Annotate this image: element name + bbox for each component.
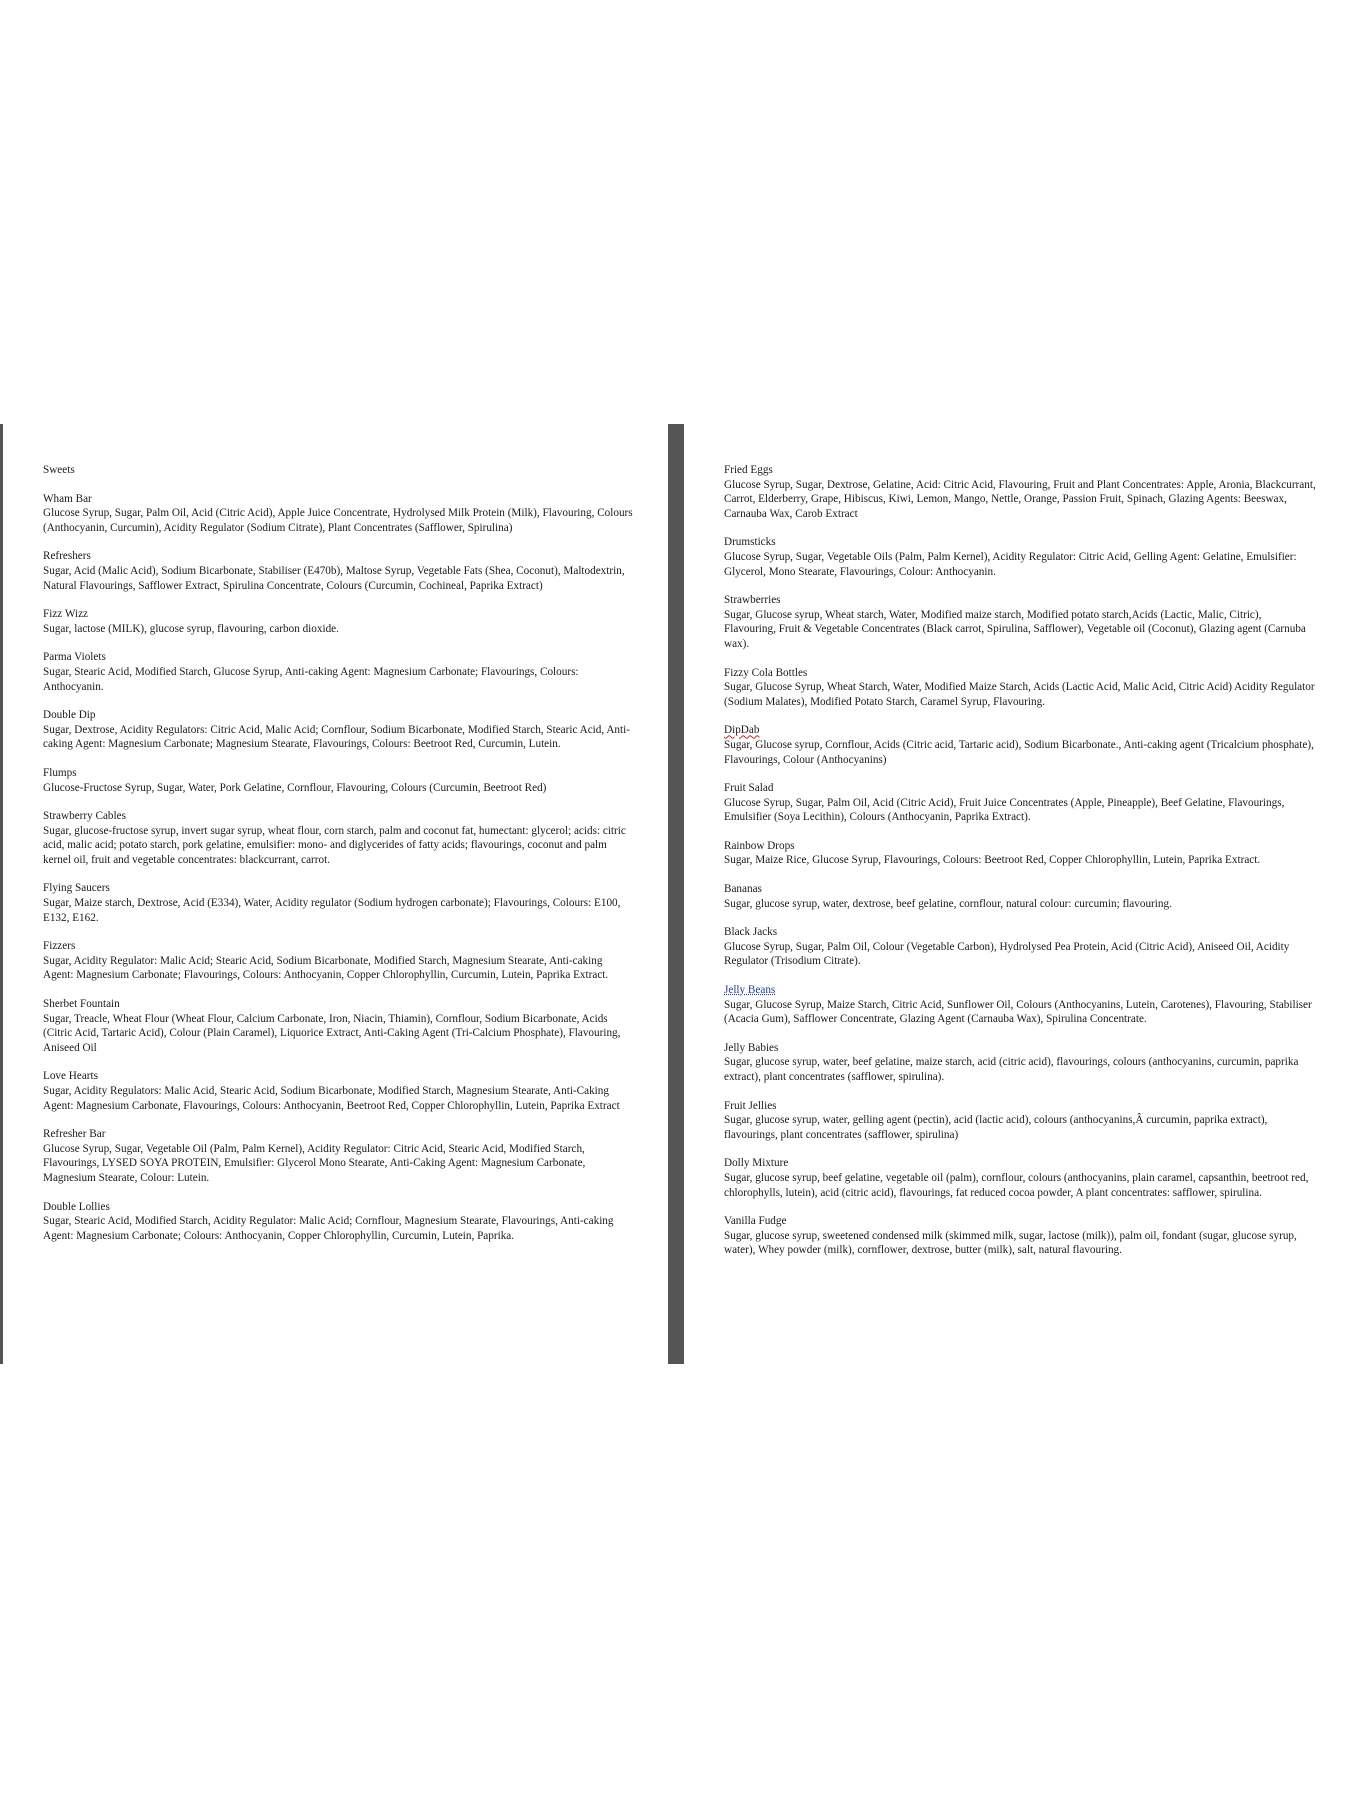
- entry-ingredients: Sugar, Acidity Regulators: Malic Acid, Stearic Acid, Sodium Bicarbonate, Modified Starch, Magnesium Stearate, Anti-Caking Agent: Magnesium Carbonate, Flavourings, Colours: Anthocyanin, Beetroot Red, Copper Chlorophyllin, Lutein, Paprika Extract: [43, 1085, 620, 1112]
- entry-fried-eggs: [724, 463, 1316, 521]
- entry-ingredients: Sugar, glucose syrup, water, dextrose, beef gelatine, cornflour, natural colour: curcumin; flavouring.: [724, 897, 1172, 910]
- entry-flumps: [43, 766, 633, 795]
- entry-ingredients: Sugar, Glucose syrup, Cornflour, Acids (Citric acid, Tartaric acid), Sodium Bicarbonate., Anti-caking agent (Tricalcium phosphate), Flavourings, Colour (Anthocyanins): [724, 738, 1314, 766]
- entry-ingredients: Sugar, Maize Rice, Glucose Syrup, Flavourings, Colours: Beetroot Red, Copper Chlorophyllin, Lutein, Paprika Extract.: [724, 854, 1261, 867]
- entry-name: Refresher Bar: [43, 1128, 106, 1141]
- entry-name: Double Lollies: [43, 1200, 110, 1213]
- entry-ingredients: Glucose Syrup, Sugar, Vegetable Oil (Palm, Palm Kernel), Acidity Regulator: Citric Acid, Stearic Acid, Modified Starch, Flavourings, LYSED SOYA PROTEIN, Emulsifier: Glycerol Mono Stearate, Anti-Caking Agent: Magnesium Carbonate, Magnesium Stearate, Colour: Lutein.: [43, 1142, 586, 1184]
- entry-dipdab: [724, 723, 1316, 767]
- document-heading: Sweets: [43, 464, 75, 476]
- entry-dolly-mixture: [724, 1156, 1316, 1200]
- entry-black-jacks: [724, 925, 1316, 969]
- entry-bananas: [724, 882, 1316, 911]
- entry-name: Drumsticks: [724, 536, 776, 549]
- entry-ingredients: Sugar, Maize starch, Dextrose, Acid (E334), Water, Acidity regulator (Sodium hydrogen carbonate); Flavourings, Colours: E100, E132, E162.: [43, 897, 621, 924]
- right-page: [724, 463, 1316, 1272]
- entry-fruit-jellies: [724, 1099, 1316, 1143]
- entry-refreshers: [43, 549, 633, 593]
- entry-ingredients: Glucose Syrup, Sugar, Palm Oil, Acid (Citric Acid), Apple Juice Concentrate, Hydrolysed Milk Protein (Milk), Flavouring, Colours (Anthocyanin, Curcumin), Acidity Regulator (Sodium Citrate), Plant Concentrates (Safflower, Spirulina): [43, 507, 633, 534]
- entry-fizz-wizz: [43, 607, 633, 636]
- entry-ingredients: Sugar, glucose syrup, water, gelling agent (pectin), acid (lactic acid), colours (anthocyanins,Â curcumin, paprika extract), flavourings, plant concentrates (safflower, spirulina): [724, 1114, 1268, 1141]
- entry-name: Black Jacks: [724, 926, 778, 939]
- entry-wham-bar: [43, 492, 633, 536]
- entry-name: Vanilla Fudge: [724, 1215, 787, 1228]
- entry-name: Jelly Beans: [724, 984, 776, 997]
- entry-rainbow-drops: [724, 839, 1316, 868]
- entry-ingredients: Sugar, Acidity Regulator: Malic Acid; Stearic Acid, Sodium Bicarbonate, Modified Starch, Magnesium Stearate, Anti-caking Agent: Magnesium Carbonate; Flavourings, Colours: Anthocyanin, Copper Chlorophyllin, Curcumin, Lutein, Paprika Extract.: [43, 954, 609, 982]
- entry-name: Dolly Mixture: [724, 1157, 789, 1170]
- entry-ingredients: Glucose Syrup, Sugar, Vegetable Oils (Palm, Palm Kernel), Acidity Regulator: Citric Acid, Gelling Agent: Gelatine, Emulsifier: Glycerol, Mono Stearate, Flavourings, Colour: Anthocyanin.: [724, 550, 1297, 578]
- entry-name: Fizzy Cola Bottles: [724, 666, 808, 679]
- entry-name: Rainbow Drops: [724, 839, 795, 852]
- entry-ingredients: Sugar, lactose (MILK), glucose syrup, flavouring, carbon dioxide.: [43, 622, 339, 635]
- entry-refresher-bar: [43, 1127, 633, 1185]
- entry-ingredients: Sugar, Dextrose, Acidity Regulators: Citric Acid, Malic Acid; Cornflour, Sodium Bicarbonate, Modified Starch, Stearic Acid, Anti-caking Agent: Magnesium Carbonate; Magnesium Stearate, Flavourings, Colours: Beetroot Red, Curcumin, Lutein.: [43, 723, 630, 751]
- entry-name: Fruit Salad: [724, 782, 774, 795]
- entry-double-lollies: [43, 1200, 633, 1244]
- entry-ingredients: Sugar, Stearic Acid, Modified Starch, Acidity Regulator: Malic Acid; Cornflour, Magnesium Stearate, Flavourings, Anti-caking Agent: Magnesium Carbonate; Colours: Anthocyanin, Copper Chlorophyllin, Curcumin, Lutein, Paprika.: [43, 1215, 614, 1242]
- entry-ingredients: Glucose Syrup, Sugar, Dextrose, Gelatine, Acid: Citric Acid, Flavouring, Fruit and Plant Concentrates: Apple, Aronia, Blackcurrant, Carrot, Elderberry, Grape, Hibiscus, Kiwi, Lemon, Mango, Nettle, Orange, Passion Fruit, Spinach, Glazing Agents: Beeswax, Carnauba Wax, Carob Extract: [724, 478, 1316, 520]
- entry-drumsticks: [724, 535, 1316, 579]
- entry-name: Strawberry Cables: [43, 810, 126, 823]
- entry-name: Jelly Babies: [724, 1041, 779, 1054]
- entry-name: Flying Saucers: [43, 882, 110, 895]
- entry-ingredients: Sugar, Treacle, Wheat Flour (Wheat Flour, Calcium Carbonate, Iron, Niacin, Thiamin), Cornflour, Sodium Bicarbonate, Acids (Citric Acid, Tartaric Acid), Colour (Plain Caramel), Liquorice Extract, Anti-Caking Agent (Tri-Calcium Phosphate), Flavouring, Aniseed Oil: [43, 1012, 621, 1054]
- entry-love-hearts: [43, 1069, 633, 1113]
- entry-name: Strawberries: [724, 594, 781, 607]
- entry-ingredients: Sugar, Glucose syrup, Wheat starch, Water, Modified maize starch, Modified potato starch,Acids (Lactic, Malic, Citric), Flavouring, Fruit & Vegetable Concentrates (Black carrot, Spirulina, Safflower), Vegetable oil (Coconut), Glazing agent (Carnuba wax).: [724, 608, 1306, 650]
- entry-ingredients: Glucose-Fructose Syrup, Sugar, Water, Pork Gelatine, Cornflour, Flavouring, Colours (Curcumin, Beetroot Red): [43, 781, 547, 794]
- entry-strawberries: [724, 593, 1316, 651]
- entry-name: Fizzers: [43, 940, 76, 953]
- entry-ingredients: Sugar, glucose-fructose syrup, invert sugar syrup, wheat flour, corn starch, palm and coconut fat, humectant: glycerol; acids: citric acid, malic acid; potato starch, pork gelatine, emulsifier: mono- and diglycerides of fatty acids; flavourings, coconut and palm kernel oil, fruit and vegetable concentrates: blackcurrant, carrot.: [43, 824, 626, 866]
- entry-fizzers: [43, 939, 633, 983]
- entry-ingredients: Sugar, Acid (Malic Acid), Sodium Bicarbonate, Stabiliser (E470b), Maltose Syrup, Vegetable Fats (Shea, Coconut), Maltodextrin, Natural Flavourings, Safflower Extract, Spirulina Concentrate, Colours (Curcumin, Cochineal, Paprika Extract): [43, 564, 625, 592]
- entry-name: Bananas: [724, 883, 762, 896]
- entry-jelly-babies: [724, 1041, 1316, 1085]
- entry-ingredients: Sugar, Glucose Syrup, Maize Starch, Citric Acid, Sunflower Oil, Colours (Anthocyanins, Lutein, Carotenes), Flavouring, Stabiliser (Acacia Gum), Safflower Concentrate, Glazing Agent (Carnauba Wax), Spirulina Concentrate.: [724, 998, 1312, 1026]
- entry-ingredients: Glucose Syrup, Sugar, Palm Oil, Colour (Vegetable Carbon), Hydrolysed Pea Protein, Acid (Citric Acid), Aniseed Oil, Acidity Regulator (Trisodium Citrate).: [724, 940, 1290, 968]
- entry-fizzy-cola-bottles: [724, 666, 1316, 710]
- entry-fruit-salad: [724, 781, 1316, 825]
- entry-sherbet-fountain: [43, 997, 633, 1055]
- entry-vanilla-fudge: [724, 1214, 1316, 1258]
- entry-jelly-beans: [724, 983, 1316, 1027]
- entry-name: Fried Eggs: [724, 464, 773, 476]
- entry-name: DipDab: [724, 724, 760, 737]
- page-gutter: [668, 424, 684, 1364]
- entry-name: Refreshers: [43, 550, 91, 563]
- entry-ingredients: Sugar, Glucose Syrup, Wheat Starch, Water, Modified Maize Starch, Acids (Lactic Acid, Malic Acid, Citric Acid) Acidity Regulator (Sodium Malates), Modified Potato Starch, Caramel Syrup, Flavouring.: [724, 681, 1315, 708]
- entry-ingredients: Sugar, glucose syrup, beef gelatine, vegetable oil (palm), cornflour, colours (anthocyanins, plain caramel, capsanthin, beetroot red, chlorophylls, lutein), acid (citric acid), flavourings, fat reduced cocoa powder, A plant concentrates: safflower, spirulina.: [724, 1171, 1309, 1199]
- entry-ingredients: Sugar, glucose syrup, sweetened condensed milk (skimmed milk, sugar, lactose (milk)), palm oil, fondant (sugar, glucose syrup, water), Whey powder (milk), cornflower, dextrose, butter (milk), salt, natural flavouring.: [724, 1229, 1297, 1257]
- entry-name: Flumps: [43, 766, 77, 779]
- entry-parma-violets: [43, 650, 633, 694]
- entry-name: Parma Violets: [43, 651, 106, 664]
- entry-name: Fruit Jellies: [724, 1099, 777, 1112]
- page-left-border: [0, 424, 3, 1364]
- entry-name: Sherbet Fountain: [43, 998, 120, 1011]
- entry-name: Love Hearts: [43, 1070, 98, 1083]
- entry-double-dip: [43, 708, 633, 752]
- entry-name: Wham Bar: [43, 492, 92, 505]
- entry-ingredients: Sugar, Stearic Acid, Modified Starch, Glucose Syrup, Anti-caking Agent: Magnesium Carbonate; Flavourings, Colours: Anthocyanin.: [43, 665, 579, 693]
- entry-strawberry-cables: [43, 809, 633, 867]
- entry-ingredients: Sugar, glucose syrup, water, beef gelatine, maize starch, acid (citric acid), flavourings, colours (anthocyanins, curcumin, paprika extract), plant concentrates (safflower, spirulina).: [724, 1056, 1299, 1083]
- entry-ingredients: Glucose Syrup, Sugar, Palm Oil, Acid (Citric Acid), Fruit Juice Concentrates (Apple, Pineapple), Beef Gelatine, Flavourings, Emulsifier (Soya Lecithin), Colours (Anthocyanin, Paprika Extract).: [724, 796, 1285, 824]
- entry-flying-saucers: [43, 881, 633, 925]
- entry-name: Double Dip: [43, 709, 96, 722]
- left-page: [43, 463, 633, 1257]
- entry-name: Fizz Wizz: [43, 608, 89, 621]
